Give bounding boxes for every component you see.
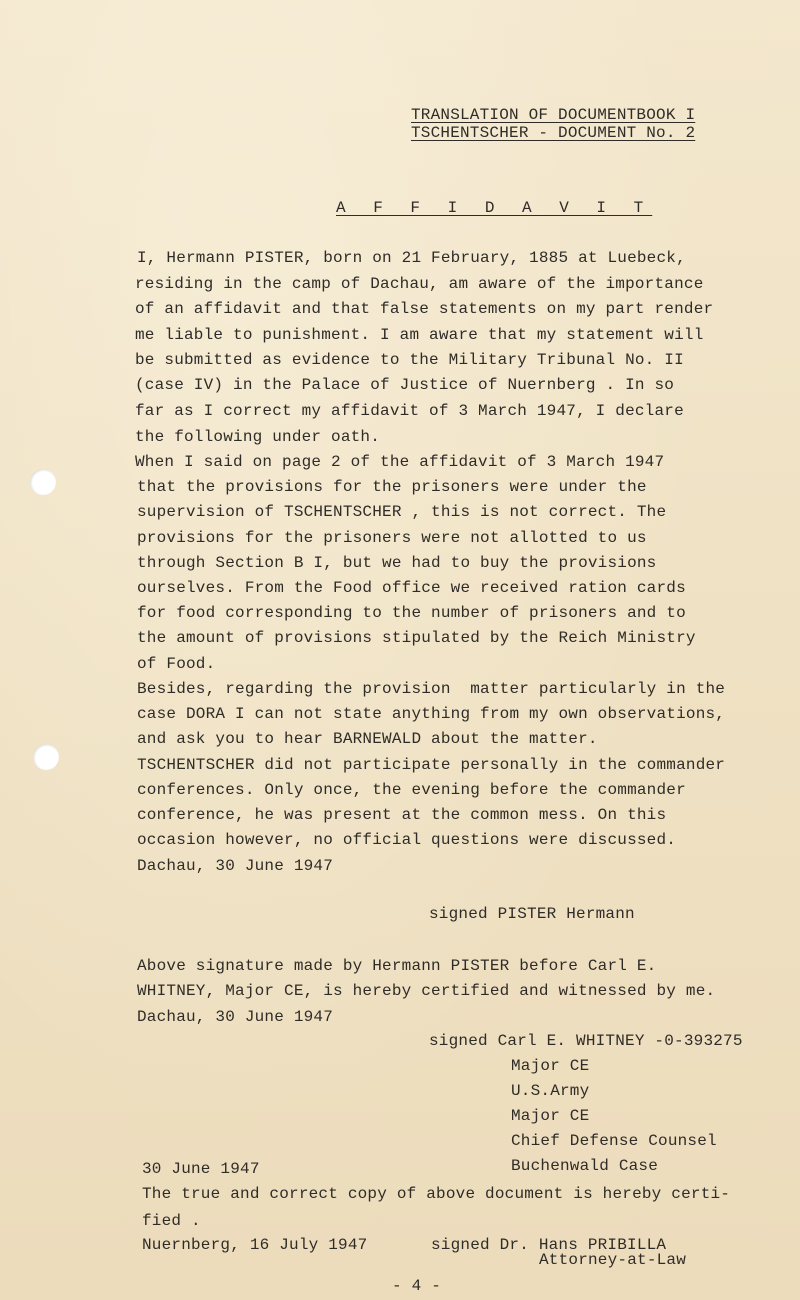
punch-hole-upper — [30, 469, 56, 495]
punch-hole-lower — [33, 744, 59, 770]
certification-date: 30 June 1947 — [142, 1160, 260, 1178]
copy-certification-line: fied . — [142, 1212, 201, 1230]
body-line: me liable to punishment. I am aware that my statement will — [135, 326, 704, 344]
whitney-case: Buchenwald Case — [511, 1157, 659, 1175]
footer-place-date: Nuernberg, 16 July 1947 — [142, 1236, 368, 1254]
whitney-rank-2: Major CE — [511, 1107, 590, 1125]
body-line: When I said on page 2 of the affidavit of 3 March 1947 — [135, 453, 665, 471]
body-line: be submitted as evidence to the Military Tribunal No. II — [135, 351, 684, 369]
whitney-signature: signed Carl E. WHITNEY -0-393275 — [429, 1032, 743, 1050]
body-line: supervision of TSCHENTSCHER , this is not correct. The — [137, 503, 667, 521]
body-line: I, Hermann PISTER, born on 21 February, 1885 at Luebeck, — [137, 249, 686, 267]
pribilla-signature: signed Dr. Hans PRIBILLA — [431, 1236, 667, 1254]
body-line: occasion however, no official questions were discussed. — [137, 831, 677, 849]
body-line: provisions for the prisoners were not allotted to us — [137, 529, 647, 547]
page-number: - 4 - — [392, 1277, 442, 1295]
body-line: of an affidavit and that false statements on my part render — [135, 300, 714, 318]
body-line: conference, he was present at the common mess. On this — [137, 806, 667, 824]
certification-line: Dachau, 30 June 1947 — [137, 1008, 334, 1026]
body-line: of Food. — [137, 655, 216, 673]
certification-line: Above signature made by Hermann PISTER before Carl E. — [137, 957, 657, 975]
body-line: (case IV) in the Palace of Justice of Nuernberg . In so — [135, 376, 675, 394]
pribilla-title: Attorney-at-Law — [539, 1251, 687, 1269]
body-line: far as I correct my affidavit of 3 March 1947, I declare — [135, 402, 684, 420]
body-line: ourselves. From the Food office we received ration cards — [137, 579, 686, 597]
body-line: conferences. Only once, the evening before the commander — [137, 781, 686, 799]
body-line: the following under oath. — [135, 428, 381, 446]
body-line: and ask you to hear BARNEWALD about the matter. — [137, 730, 598, 748]
header-line-2: TSCHENTSCHER - DOCUMENT No. 2 — [411, 124, 696, 142]
certification-line: WHITNEY, Major CE, is hereby certified and witnessed by me. — [137, 982, 716, 1000]
body-line: the amount of provisions stipulated by the Reich Ministry — [137, 629, 696, 647]
copy-certification-line: The true and correct copy of above document is hereby certi- — [142, 1185, 731, 1203]
body-line: that the provisions for the prisoners were under the — [137, 478, 647, 496]
body-line: Dachau, 30 June 1947 — [137, 857, 334, 875]
pister-signature: signed PISTER Hermann — [429, 905, 635, 923]
body-line: for food corresponding to the number of prisoners and to — [137, 604, 686, 622]
whitney-unit: U.S.Army — [511, 1082, 590, 1100]
document-title: A F F I D A V I T — [336, 199, 653, 217]
body-line: case DORA I can not state anything from my own observations, — [137, 705, 726, 723]
body-line: residing in the camp of Dachau, am aware of the importance — [135, 275, 704, 293]
body-line: Besides, regarding the provision matter particularly in the — [137, 680, 726, 698]
header-line-1: TRANSLATION OF DOCUMENTBOOK I — [411, 106, 696, 124]
body-line: TSCHENTSCHER did not participate personally in the commander — [137, 756, 726, 774]
whitney-title: Chief Defense Counsel — [511, 1132, 717, 1150]
body-line: through Section B I, but we had to buy the provisions — [137, 554, 657, 572]
whitney-rank: Major CE — [511, 1057, 590, 1075]
